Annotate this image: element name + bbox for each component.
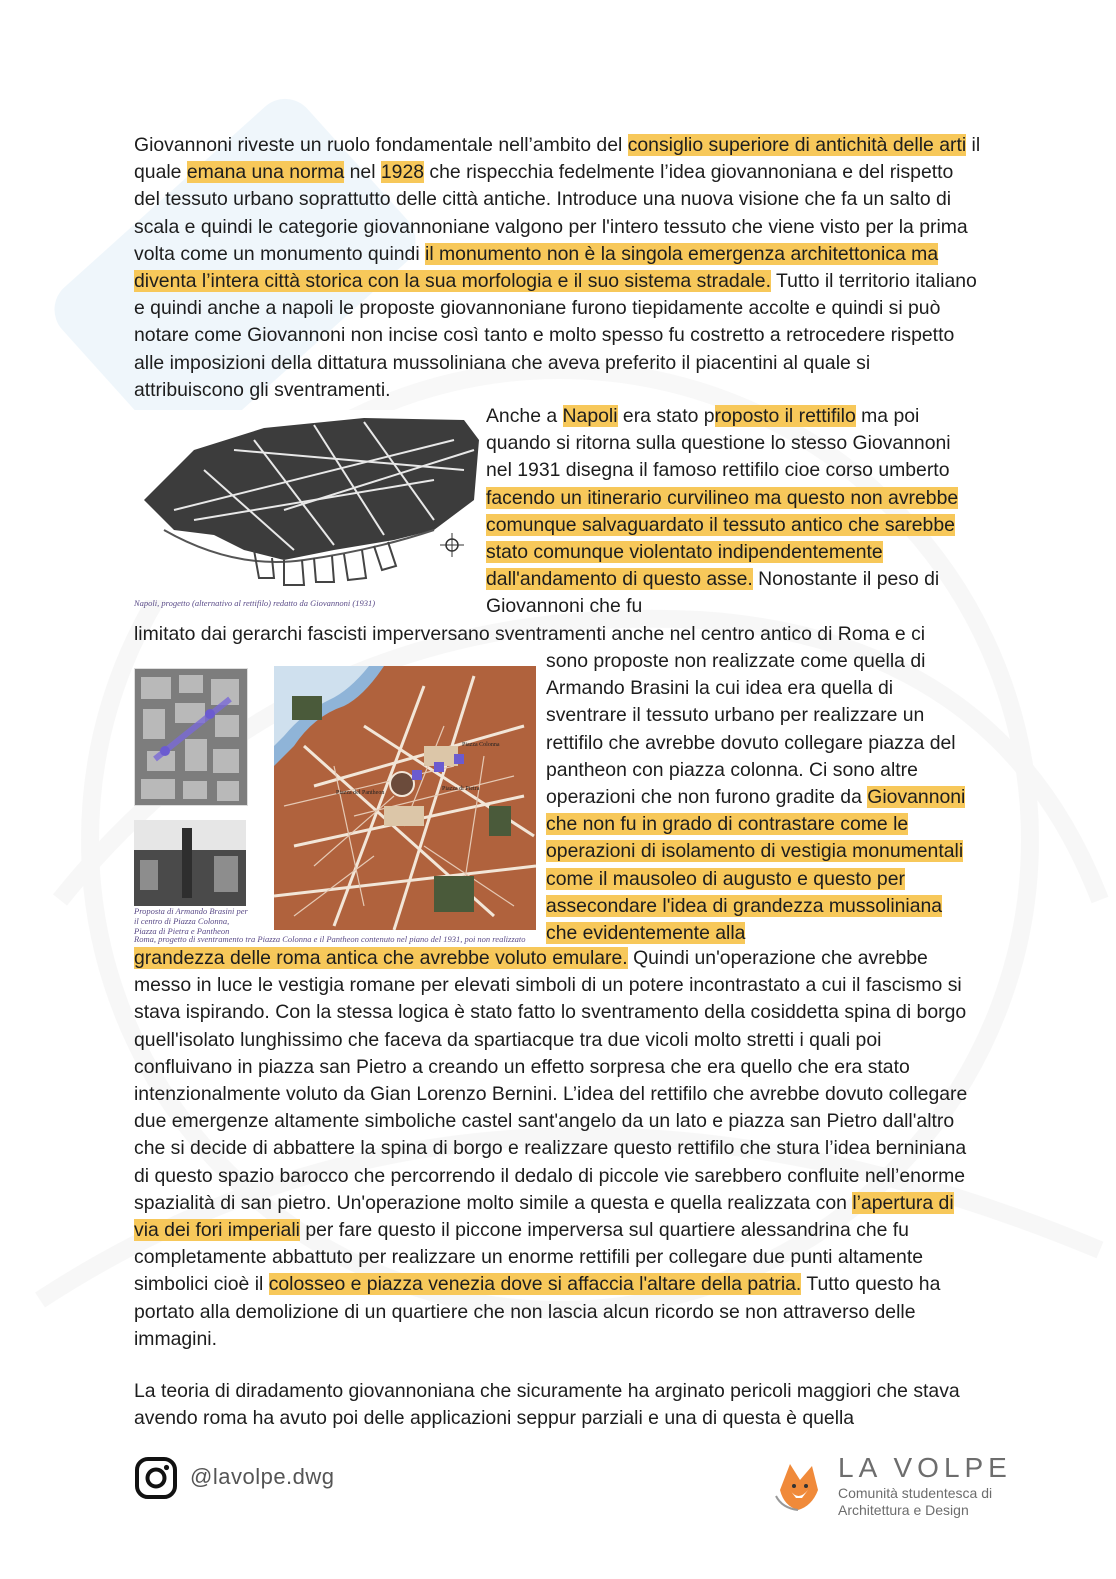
- instagram-handle[interactable]: @lavolpe.dwg: [190, 1464, 335, 1489]
- highlighted-text: grandezza delle roma antica che avrebbe voluto emulare.: [134, 947, 628, 969]
- rome-map-image: [274, 666, 536, 930]
- text-run: Tutto il territorio italiano e quindi anche a napoli le proposte giovannoniane furono tiepidamente accolte e quindi si può notare come Giovannoni non incise così tanto e molto spesso fu costretto a retrocedere rispetto alle imposizioni della dittatura mussoliniana che aveva preferito il piacentini al quale si attribuiscono gli sventramenti.: [134, 270, 977, 401]
- text-run: era stato p: [617, 405, 715, 427]
- highlighted-text: il monumento non è la singola emergenza architettonica ma diventa l’intera città storica con la sua morfologia e il suo sistema stradale.: [134, 242, 939, 293]
- text-run: Nonostante il peso di Giovannoni che fu: [486, 568, 940, 618]
- napoli-plan-figure: [134, 410, 480, 600]
- paragraph-diradamento: La teoria di diradamento giovannoniana che sicuramente ha arginato pericoli maggiori che stava avendo roma ha avuto poi delle applicazioni seppur parziali e una di questa è quella: [134, 1380, 960, 1430]
- paragraph-spina-di-borgo: [134, 945, 980, 1353]
- text-run: nel: [344, 161, 381, 184]
- text-run: per fare questo il piccone imperversa sul quartiere alessandrina che fu completamente abbattuto per realizzare un enorme rettifili per collegare due punti altamente simbolici cioè il: [134, 1219, 924, 1296]
- historic-photo-image: [134, 820, 246, 906]
- brasini-caption: Proposta di Armando Brasini per il centro di Piazza Colonna, Piazza di Pietra e Pantheon: [134, 906, 248, 936]
- brasini-photo-bottom: [134, 820, 246, 906]
- text-run: che rispecchia fedelmente l’idea giovannoniana e del rispetto del tessuto urbano soprattutto delle città antiche. Introduce una nuova visione che fa un salto di scala e quindi le categorie giovannoniane valgono per l'intero tessuto che viene visto per la prima volta come un monumento quindi: [134, 161, 968, 265]
- highlighted-text: l’apertura di via dei fori imperiali: [134, 1191, 954, 1242]
- paragraph-brasini: [546, 648, 976, 947]
- map-label-pietra: Piazza di Pietra: [442, 786, 480, 792]
- text-run: Tutto questo ha portato alla demolizione di un quartiere che non lascia alcun ricordo se non attraverso delle immagini.: [134, 1273, 941, 1350]
- rome-map-figure: [274, 666, 536, 930]
- brand-name: LA VOLPE: [838, 1452, 1012, 1483]
- text-run: Quindi un'operazione che avrebbe messo in luce le vestigia romane per elevati simboli di un potere incontrastato a cui il fascismo si stava ispirando. Con la stessa logica è stato fatto lo sventramento della cosiddetta spina di borgo quell'isolato lunghissimo che faceva da spartiacque tra due vicoli molto stretti i quali poi confluivano in piazza san Pietro a creando un effetto sorpresa che era quello che era stato intenzionalmente voluto da Gian Lorenzo Bernini. L’idea del rettifilo che avrebbe dovuto collegare due emergenze altamente simboliche castel sant'angelo da un lato e piazza san Pietro dall'altro che si decide di abbattere la spina di borgo e realizzare questo rettifilo che stura l’idea berniniana di questo spazio barocco che percorrendo il dedalo di piccole vie sarebbero confluite nell’enorme spazialità di san pietro. Un'operazione molto simile a questa e quella realizzata con: [134, 947, 968, 1214]
- aerial-photo-image: [135, 669, 247, 805]
- text-run: ma poi quando si ritorna sulla questione lo stesso Giovannoni nel 1931 disegna il famoso rettifilo cioe corso umberto: [486, 405, 951, 482]
- map-label-pantheon: Piazza del Pantheon: [336, 790, 385, 796]
- paragraph-intro: [134, 132, 982, 404]
- brand-subtitle: [838, 1485, 992, 1519]
- highlighted-text: Napoli: [562, 405, 618, 427]
- brasini-photo-top: [134, 668, 248, 806]
- highlighted-text: consiglio superiore di antichità delle arti: [627, 134, 967, 156]
- text-run: sono proposte non realizzate come quella di Armando Brasini la cui idea era quella di sventrare il tessuto urbano per realizzare un rettifilo che avrebbe dovuto collegare piazza del pantheon con piazza colonna. Ci sono altre operazioni che non furono gradite da: [546, 650, 956, 809]
- paragraph-napoli-continuation: limitato dai gerarchi fascisti imperversano sventramenti anche nel centro antico di Roma e ci: [134, 623, 926, 645]
- instagram-icon[interactable]: [134, 1456, 178, 1500]
- highlighted-text: roposto il rettifilo: [714, 405, 856, 427]
- highlighted-text: emana una norma: [186, 161, 345, 184]
- brand-line-1: Comunità studentesca di: [838, 1485, 993, 1501]
- highlighted-text: facendo un itinerario curvilineo ma questo non avrebbe comunque salvaguardato il tessuto antico che sarebbe stato comunque violentato indipendentemente dall'andamento di questo asse.: [486, 486, 959, 591]
- highlighted-text: Giovannoni che non fu in grado di contrastare come le operazioni di isolamento di vestigia monumentali come il mausoleo di augusto e questo per assecondare l'idea di grandezza mussoliniana che evidentemente alla: [546, 786, 966, 945]
- text-run: Anche a: [486, 405, 563, 427]
- map-label-colonna: Piazza Colonna: [462, 742, 500, 748]
- highlighted-text: 1928: [380, 161, 425, 184]
- highlighted-text: colosseo e piazza venezia dove si affaccia l'altare della patria.: [268, 1273, 802, 1296]
- brand-line-2: Architettura e Design: [838, 1502, 969, 1518]
- paragraph-napoli: [486, 403, 978, 621]
- text-run: Giovannoni riveste un ruolo fondamentale nell’ambito del: [134, 134, 628, 156]
- napoli-map-image: [134, 410, 480, 600]
- text-run: il quale: [134, 134, 981, 184]
- napoli-caption: Napoli, progetto (alternativo al rettifilo) redatto da Giovannoni (1931): [134, 598, 376, 608]
- fox-logo-icon: [772, 1456, 832, 1516]
- rome-map-caption: Roma, progetto di sventramento tra Piazza Colonna e il Pantheon contenuto nel piano del 1931, poi non realizzato: [134, 934, 526, 944]
